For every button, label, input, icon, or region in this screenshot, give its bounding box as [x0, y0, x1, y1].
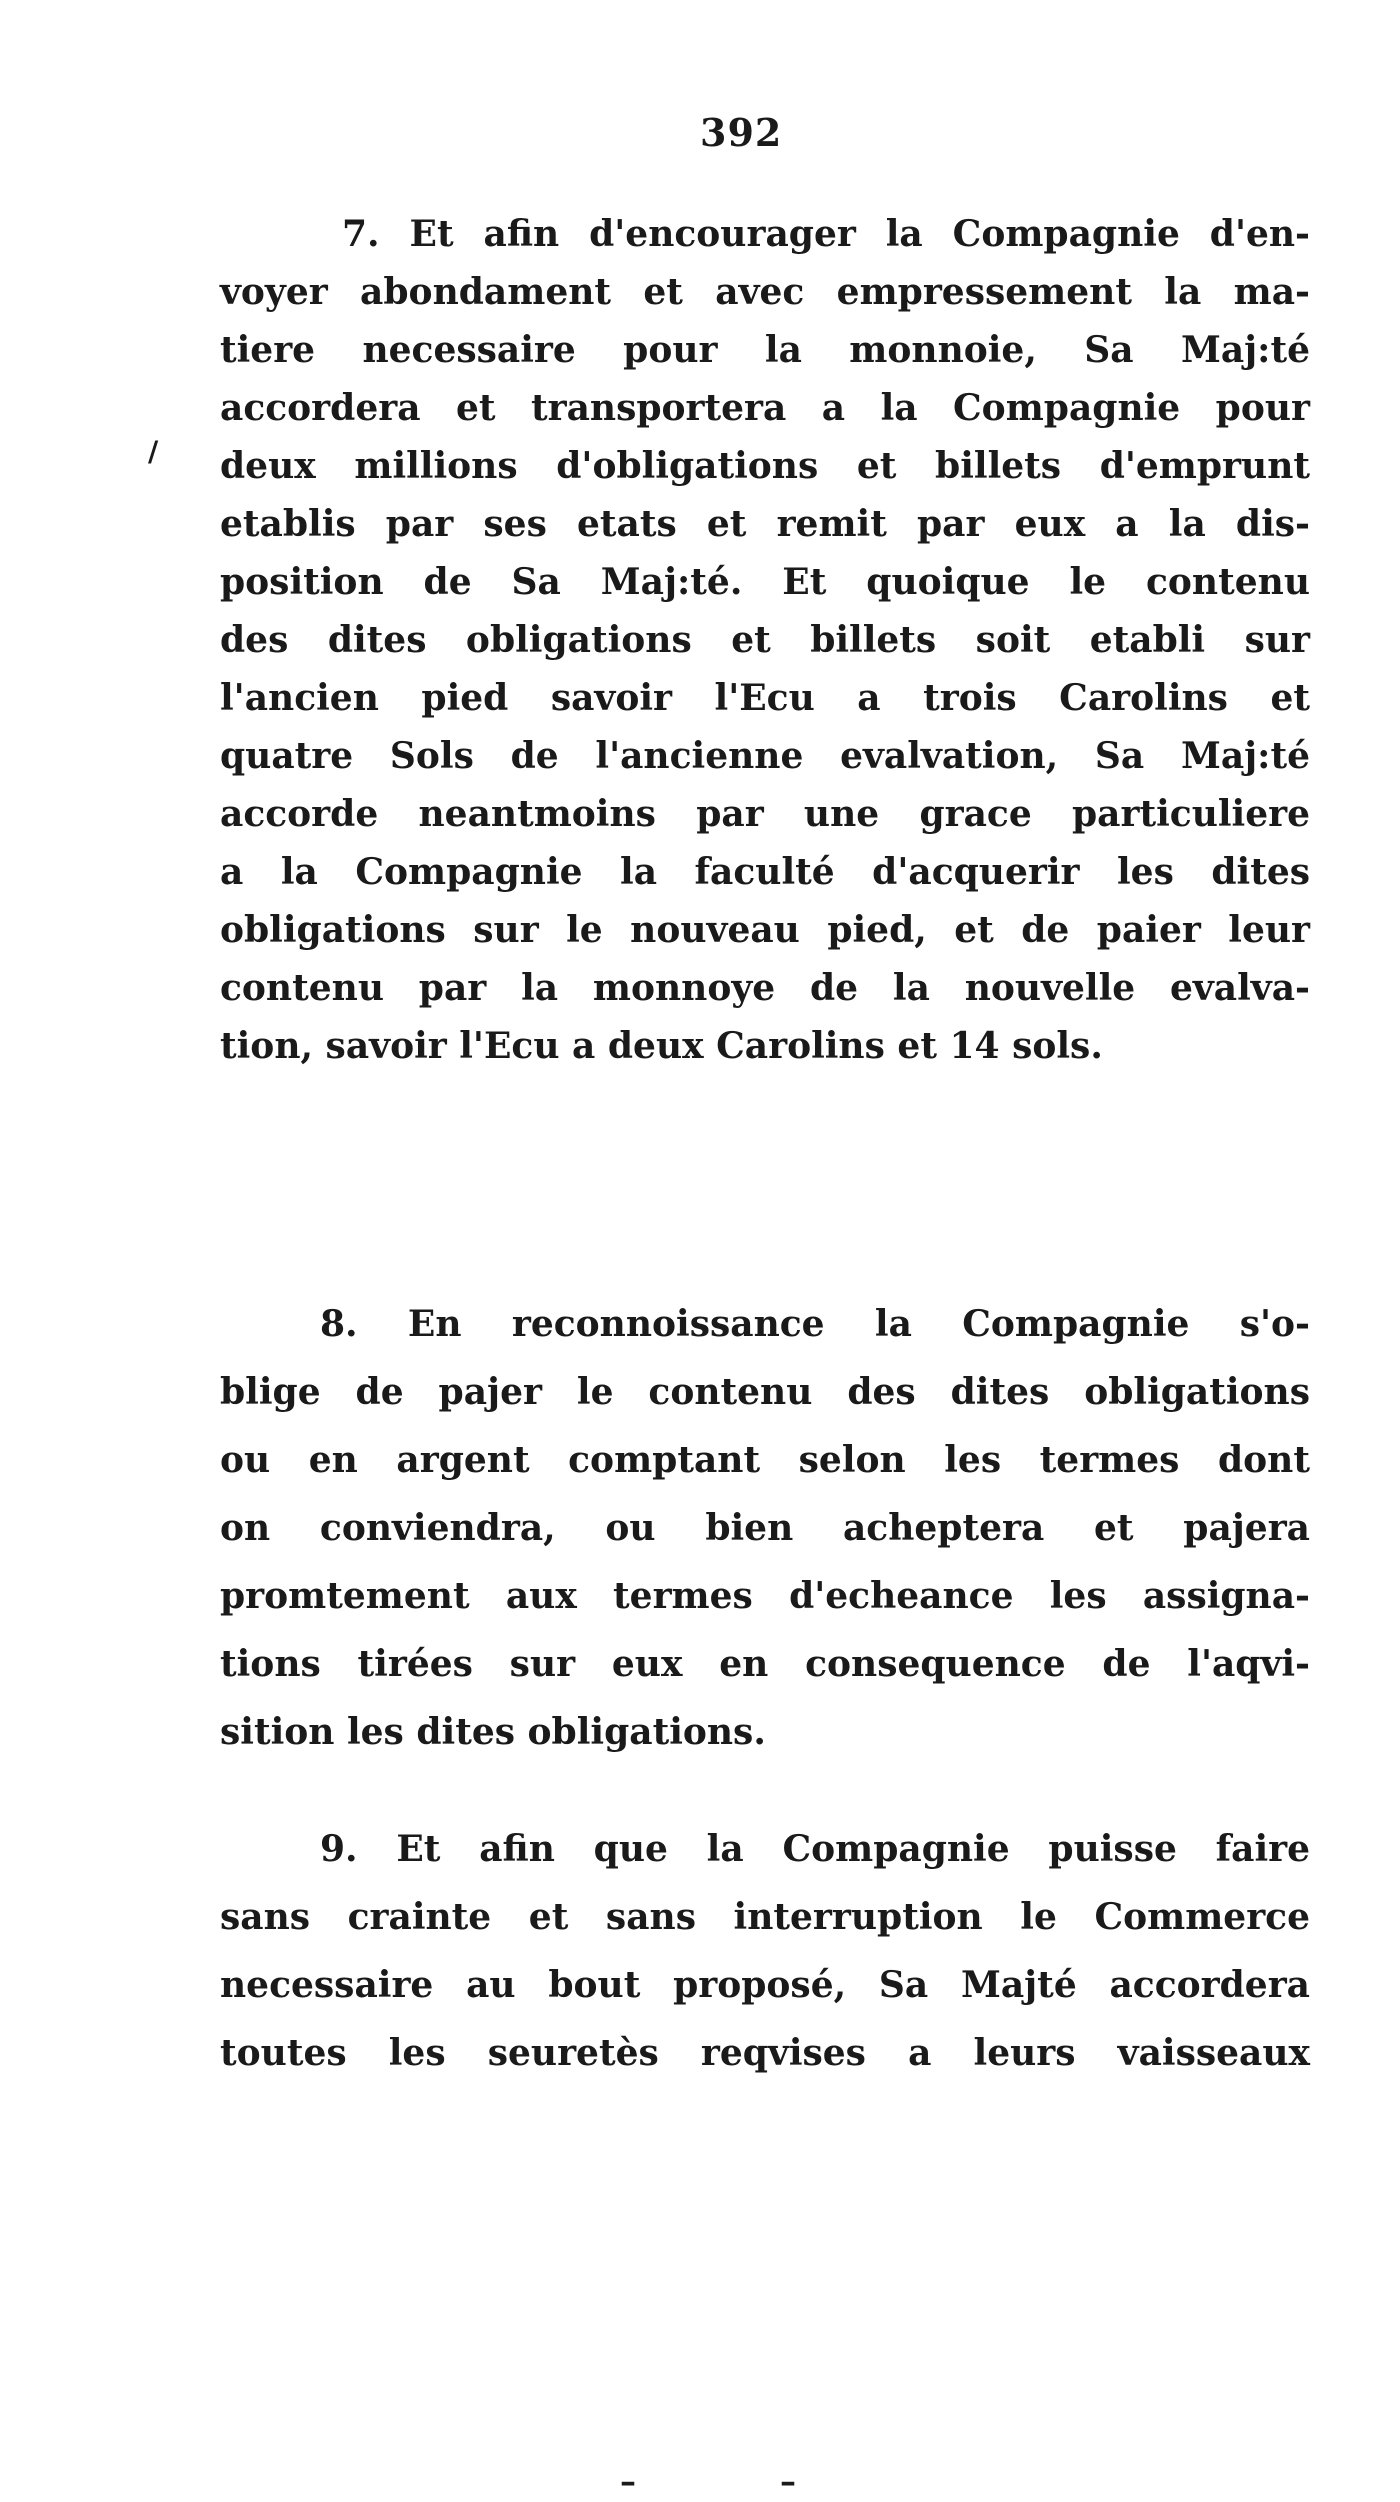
paragraph-line: promtement aux termes d'echeance les assigna-	[220, 1575, 1310, 1617]
paragraph-line: deux millions d'obligations et billets d'emprunt	[220, 445, 1310, 487]
paragraph-9	[220, 1815, 1310, 2087]
paragraph-line: 9. Et afin que la Compagnie puisse faire	[320, 1828, 1310, 1870]
footer-dash-left: –	[620, 2462, 636, 2500]
paragraph-line: 8. En reconnoissance la Compagnie s'o-	[320, 1303, 1310, 1345]
paragraph-line: voyer abondament et avec empressement la ma-	[220, 271, 1310, 313]
paragraph-line: necessaire au bout proposé, Sa Majté accordera	[220, 1964, 1310, 2006]
paragraph-line: tiere necessaire pour la monnoie, Sa Maj:té	[220, 329, 1310, 371]
paragraph-line: tions tirées sur eux en consequence de l'aqvi-	[220, 1643, 1310, 1685]
paragraph-line: sans crainte et sans interruption le Commerce	[220, 1896, 1310, 1938]
paragraph-line: accorde neantmoins par une grace particuliere	[220, 793, 1310, 835]
paragraph-line: on conviendra, ou bien acheptera et pajera	[220, 1507, 1310, 1549]
paragraph-line: ou en argent comptant selon les termes dont	[220, 1439, 1310, 1481]
paragraph-line: quatre Sols de l'ancienne evalvation, Sa Maj:té	[220, 735, 1310, 777]
paragraph-line: position de Sa Maj:té. Et quoique le contenu	[220, 561, 1310, 603]
paragraph-line: sition les dites obligations.	[220, 1711, 766, 1753]
paragraph-line: toutes les seuretès reqvises a leurs vaisseaux	[220, 2032, 1310, 2074]
paragraph-line: blige de pajer le contenu des dites obligations	[220, 1371, 1310, 1413]
paragraph-line: obligations sur le nouveau pied, et de paier leur	[220, 909, 1310, 951]
paragraph-line: etablis par ses etats et remit par eux a la dis-	[220, 503, 1310, 545]
paragraph-line: tion, savoir l'Ecu a deux Carolins et 14 sols.	[220, 1025, 1103, 1067]
paragraph-line: accordera et transportera a la Compagnie pour	[220, 387, 1310, 429]
paragraph-line: a la Compagnie la faculté d'acquerir les dites	[220, 851, 1310, 893]
page-number: 392	[700, 110, 783, 155]
paragraph-7	[220, 205, 1310, 1075]
paragraph-line: des dites obligations et billets soit etabli sur	[220, 619, 1310, 661]
paragraph-line: contenu par la monnoye de la nouvelle evalva-	[220, 967, 1310, 1009]
margin-mark: /	[148, 435, 159, 468]
paragraph-line: 7. Et afin d'encourager la Compagnie d'en-	[342, 213, 1310, 255]
paragraph-8	[220, 1290, 1310, 1766]
paragraph-line: l'ancien pied savoir l'Ecu a trois Carolins et	[220, 677, 1310, 719]
footer-dash-right: –	[780, 2462, 796, 2500]
